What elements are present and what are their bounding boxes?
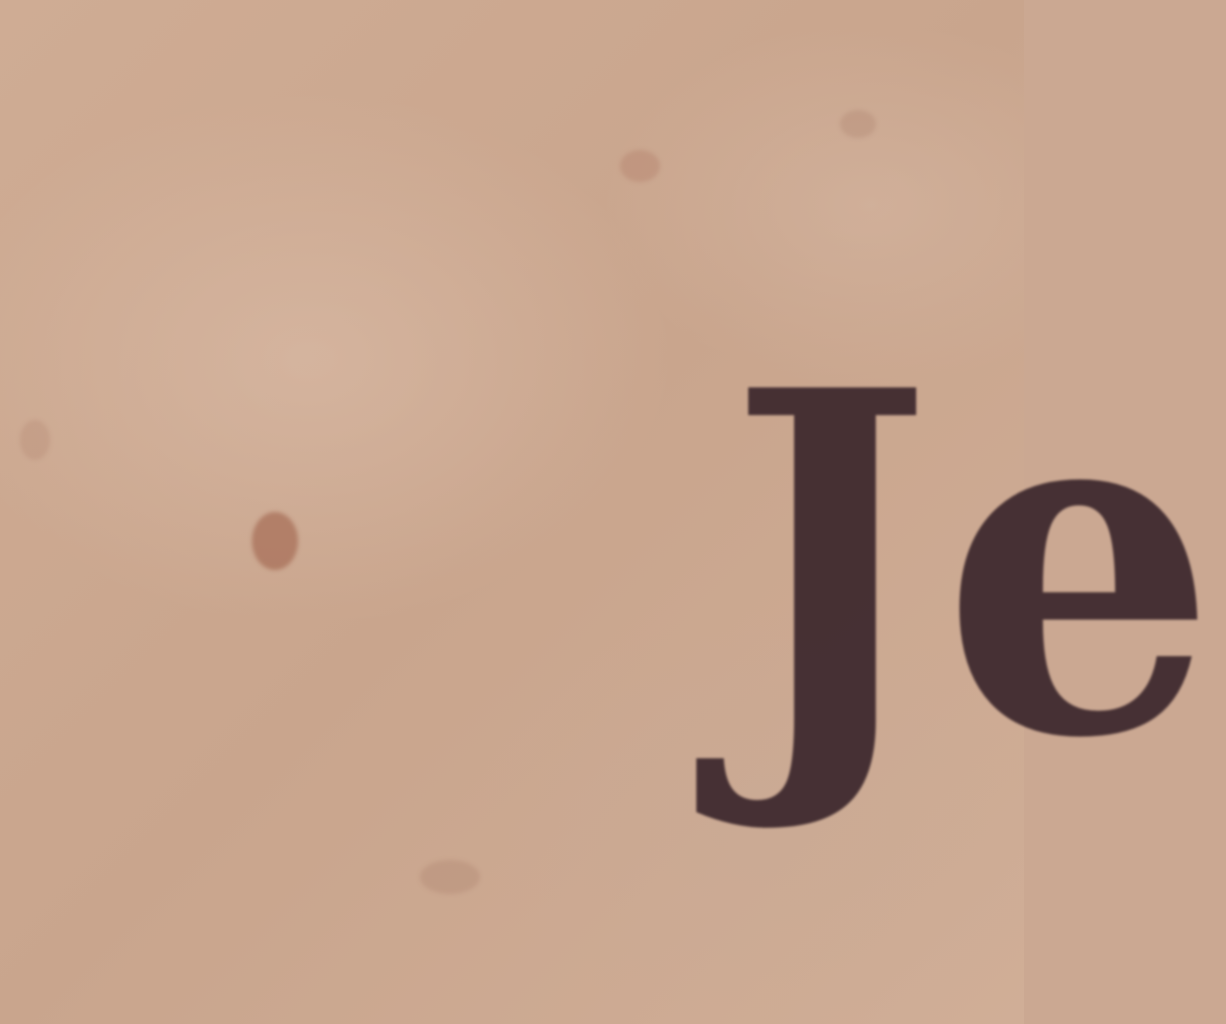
paper-speck <box>840 110 876 138</box>
ink-stain-speck <box>252 512 298 570</box>
paper-speck <box>620 150 660 182</box>
paper-speck <box>20 420 50 460</box>
paper-speck <box>420 860 480 894</box>
typed-text-fragment: Je <box>728 289 1226 841</box>
